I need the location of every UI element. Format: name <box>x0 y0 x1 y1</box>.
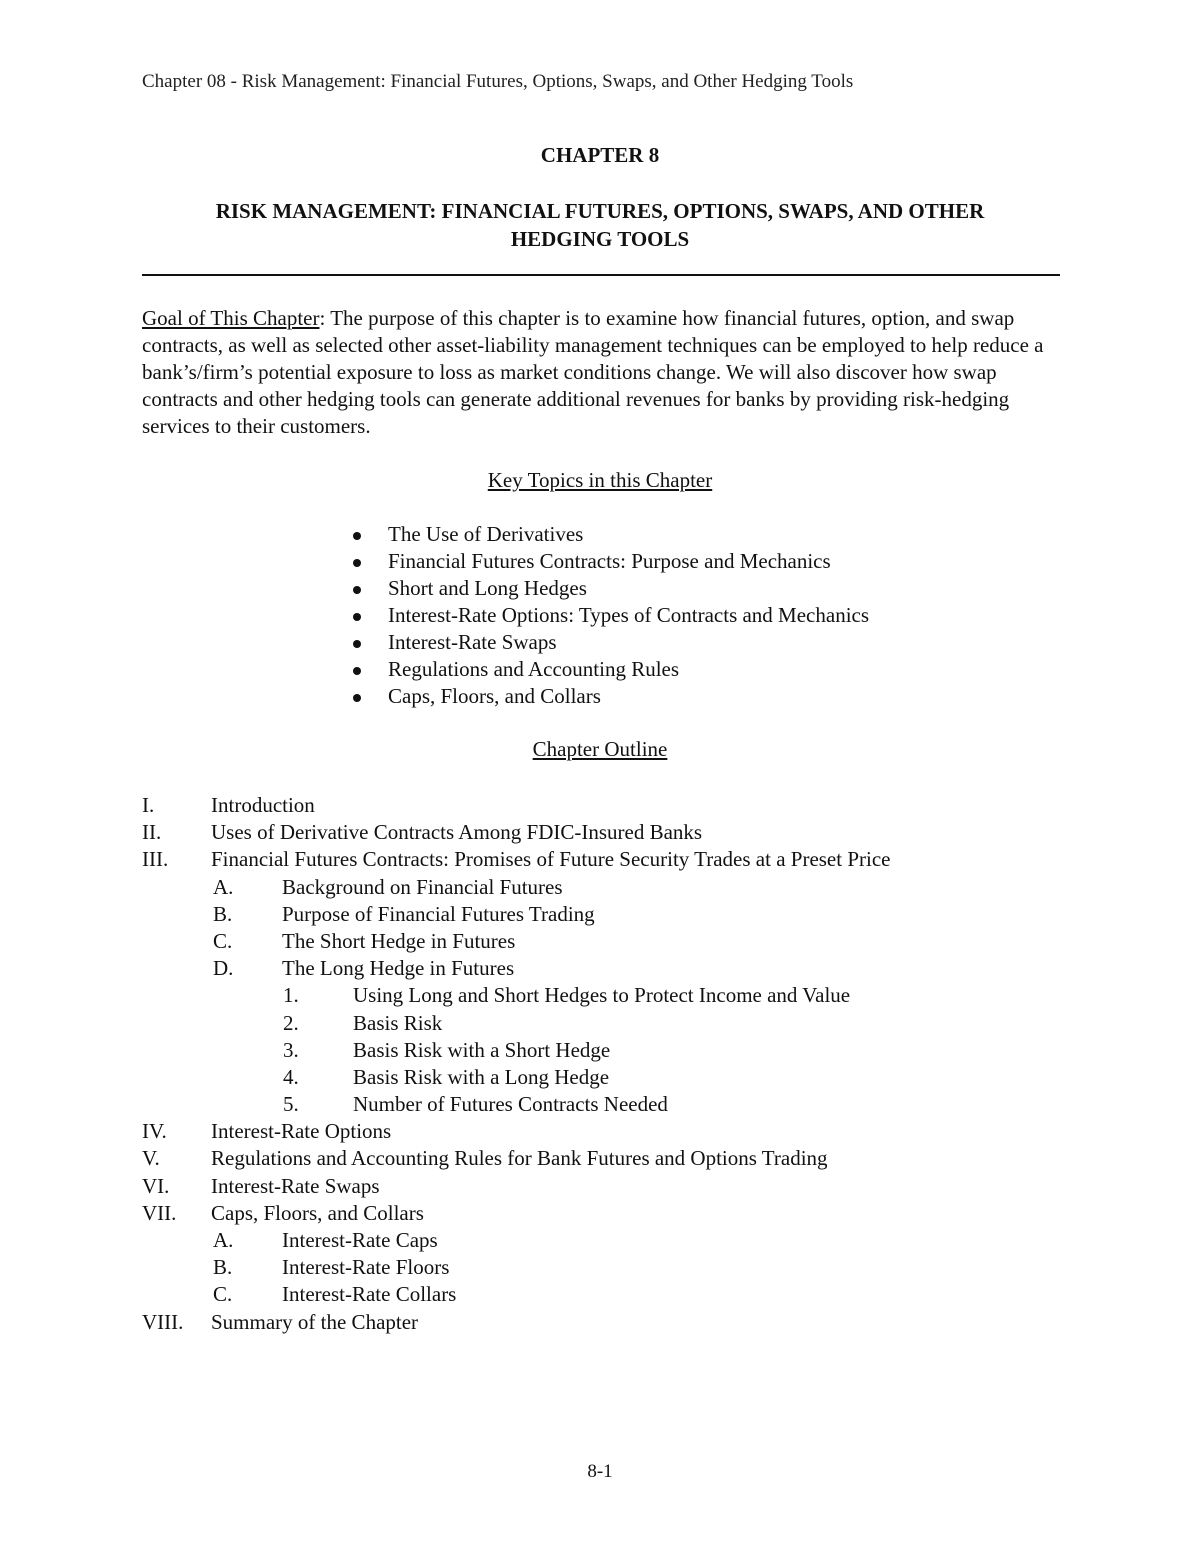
outline-item-text: Using Long and Short Hedges to Protect Income and Value <box>353 983 851 1008</box>
outline-item-label: C. <box>213 1282 233 1307</box>
outline-item <box>142 1091 1062 1118</box>
outline-item <box>142 955 1062 982</box>
key-topic-item <box>350 629 869 656</box>
chapter-subtitle-line-1: RISK MANAGEMENT: FINANCIAL FUTURES, OPTIONS, SWAPS, AND OTHER <box>215 199 985 223</box>
outline-item-text: Background on Financial Futures <box>282 874 563 899</box>
outline-item-label: II. <box>142 820 162 845</box>
outline-item <box>142 1118 1062 1145</box>
key-topic-text: Caps, Floors, and Collars <box>388 684 601 708</box>
outline-item-label: III. <box>142 847 169 872</box>
outline-item-label: 5. <box>283 1092 299 1117</box>
outline-item <box>142 1200 1062 1227</box>
key-topic-item <box>350 575 869 602</box>
outline-item-label: IV. <box>142 1119 167 1144</box>
outline-item-text: Financial Futures Contracts: Promises of Future Security Trades at a Preset Price <box>211 847 891 872</box>
outline-item-label: I. <box>142 793 155 817</box>
key-topic-text: Financial Futures Contracts: Purpose and Mechanics <box>388 549 831 573</box>
outline-item-label: B. <box>213 1255 233 1280</box>
key-topic-text: Interest-Rate Options: Types of Contracts and Mechanics <box>388 603 870 627</box>
bullet-icon <box>353 586 361 594</box>
bullet-icon <box>353 640 361 648</box>
outline-item-label: B. <box>213 901 233 926</box>
goal-paragraph <box>142 305 1060 440</box>
outline-item <box>142 874 1062 901</box>
key-topic-text: The Use of Derivatives <box>388 522 584 546</box>
key-topic-item <box>350 683 869 710</box>
outline-item <box>142 1281 1062 1308</box>
outline-item-label: 2. <box>283 1010 299 1035</box>
outline-item-text: Uses of Derivative Contracts Among FDIC-Insured Banks <box>211 820 703 845</box>
bullet-icon <box>353 694 361 702</box>
outline-item <box>142 819 1062 846</box>
goal-label: Goal of This Chapter <box>142 306 320 330</box>
outline-item-text: Summary of the Chapter <box>211 1309 419 1334</box>
outline-item <box>142 901 1062 928</box>
outline-item <box>142 846 1062 873</box>
bullet-icon <box>353 532 361 540</box>
key-topic-item <box>350 548 869 575</box>
outline-item-text: Interest-Rate Floors <box>282 1255 450 1280</box>
key-topic-text: Interest-Rate Swaps <box>388 630 557 654</box>
outline-item-label: 1. <box>283 983 299 1008</box>
outline-item-label: A. <box>213 874 234 899</box>
outline-item-text: Interest-Rate Caps <box>282 1228 438 1252</box>
bullet-icon <box>353 559 361 567</box>
outline-item-label: A. <box>213 1228 234 1252</box>
page-number: 8-1 <box>587 1461 613 1482</box>
outline-item <box>142 928 1062 955</box>
chapter-outline-heading: Chapter Outline <box>532 737 668 761</box>
key-topic-text: Regulations and Accounting Rules <box>388 657 680 681</box>
outline-item-label: VII. <box>142 1200 177 1225</box>
key-topic-item <box>350 602 869 629</box>
key-topics-list <box>350 521 869 710</box>
outline-item-text: Caps, Floors, and Collars <box>211 1200 424 1225</box>
outline-item-text: Interest-Rate Collars <box>282 1282 457 1307</box>
chapter-outline-list <box>142 792 1062 1336</box>
running-header: Chapter 08 - Risk Management: Financial Futures, Options, Swaps, and Other Hedging Tools <box>142 71 854 92</box>
chapter-subtitle-line-2: HEDGING TOOLS <box>510 227 690 251</box>
outline-item <box>142 1037 1062 1064</box>
outline-item-label: 4. <box>283 1064 299 1089</box>
outline-item <box>142 1145 1062 1172</box>
outline-item <box>142 1010 1062 1037</box>
outline-item <box>142 1227 1062 1254</box>
outline-item-text: Introduction <box>211 793 315 817</box>
outline-item-label: 3. <box>283 1037 299 1062</box>
outline-item-text: Regulations and Accounting Rules for Bank Futures and Options Trading <box>211 1146 828 1171</box>
outline-item <box>142 1173 1062 1200</box>
outline-item-label: V. <box>142 1146 160 1171</box>
outline-item-label: D. <box>213 956 234 981</box>
bullet-icon <box>353 667 361 675</box>
outline-item <box>142 982 1062 1009</box>
outline-item-text: Interest-Rate Options <box>211 1119 392 1144</box>
outline-item <box>142 1254 1062 1281</box>
outline-item-text: Basis Risk <box>353 1010 443 1035</box>
key-topics-heading: Key Topics in this Chapter <box>487 468 713 492</box>
key-topic-item <box>350 656 869 683</box>
goal-text: : The purpose of this chapter is to examine how financial futures, option, and swap contracts, as well as selected other asset-liability management techniques can be employed to help reduce a bank’s/firm’s potential exposure to loss as market conditions change. We will also discover how swap contracts and other hedging tools can generate additional revenues for banks by providing risk-hedging services to their customers. <box>142 306 1044 438</box>
chapter-title: CHAPTER 8 <box>540 143 660 167</box>
horizontal-rule <box>142 274 1060 276</box>
outline-item-label: C. <box>213 928 233 953</box>
outline-item-text: Basis Risk with a Long Hedge <box>353 1064 610 1089</box>
outline-item-text: The Short Hedge in Futures <box>282 928 516 953</box>
outline-item-text: Purpose of Financial Futures Trading <box>282 901 595 926</box>
outline-item <box>142 1309 1062 1336</box>
outline-item-text: The Long Hedge in Futures <box>282 956 515 981</box>
outline-item-text: Number of Futures Contracts Needed <box>353 1092 668 1117</box>
outline-item <box>142 1064 1062 1091</box>
key-topic-text: Short and Long Hedges <box>388 576 587 600</box>
key-topic-item <box>350 521 869 548</box>
outline-item-label: VIII. <box>142 1309 184 1334</box>
outline-item-text: Basis Risk with a Short Hedge <box>353 1037 611 1062</box>
chapter-subtitle <box>140 197 1060 253</box>
outline-item-label: VI. <box>142 1173 170 1198</box>
outline-item <box>142 792 1062 819</box>
bullet-icon <box>353 613 361 621</box>
outline-item-text: Interest-Rate Swaps <box>211 1173 380 1198</box>
